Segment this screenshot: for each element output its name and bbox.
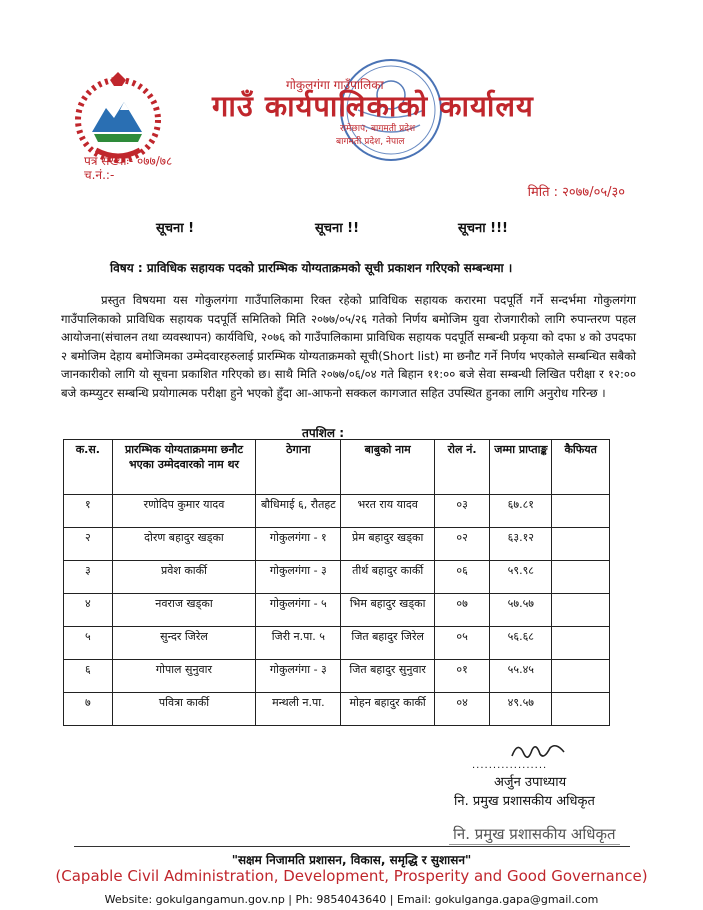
cell-address: जिरी न.पा. ५ [256, 627, 341, 660]
letter-number: पत्र संख्याः- ०७७/७८ [84, 154, 173, 168]
cell-total-marks: ५६.६८ [490, 627, 552, 660]
cell-total-marks: ४९.५७ [490, 693, 552, 726]
body-paragraph: प्रस्तुत विषयमा यस गोकुलगंगा गाउँपालिकामा रिक्त रहेको प्राविधिक सहायक करारमा पदपूर्ति गर्ने सन्दर्भमा गोकुलगंगा गाउँपालिकाको प्राविधिक सहायक पदपूर्ति समितिको मिति २०७७/०५/२६ गतेको निर्णय बमोजिम युवा रोजगारीको लागि रुपान्तरण पहल आयोजना(संचालन तथा व्यवस्थापन) कार्यविधि, २०७६ को गाउँपालिकामा प्राविधिक सहायक पदपूर्ति सम्बन्धी प्रकृया को दफा ४ को उपदफा २ बमोजिम देहाय बमोजिमका उम्मेदवारहरुलाई प्रारम्भिक योग्यताक्रमको सूची(Short list) मा छनौट गर्ने निर्णय भएकोले सम्बन्धित सबैको जानकारीको लागि यो सूचना प्रकाशित गरिएको छ। साथै मिति २०७७/०६/०४ गते बिहान ११:०० बजे सेवा सम्बन्धी लिखित परीक्षा र १२:०० बजे कम्प्युटर सम्बन्धि प्रयोगात्मक परीक्षा हुने भएको हुँदा आ-आफनो सक्कल कागजात सहित उपस्थित हुनका लागि अनुरोध गरिन्छ । [61, 293, 636, 400]
table-row [64, 594, 610, 627]
cell-serial: २ [64, 528, 113, 561]
col-header-serial: क.स. [64, 440, 113, 495]
cell-address: मन्थली न.पा. [256, 693, 341, 726]
cell-father-name: भरत राय यादव [341, 495, 434, 528]
table-row [64, 660, 610, 693]
cell-father-name: प्रेम बहादुर खड्का [341, 528, 434, 561]
cell-serial: ७ [64, 693, 113, 726]
cell-remarks [552, 693, 610, 726]
cell-roll-no: ०५ [434, 627, 489, 660]
office-title: गाउँ कार्यपालिकाको कार्यालय [212, 89, 534, 123]
subject-line: विषय : प्राविधिक सहायक पदको प्रारम्भिक योग्यताक्रमको सूची प्रकाशन गरिएको सम्बन्धमा । [110, 261, 513, 275]
col-header-address: ठेगाना [256, 440, 341, 495]
cell-address: गोकुलगंगा - १ [256, 528, 341, 561]
letter-date: मिति : २०७७/०५/३० [527, 185, 625, 200]
cell-serial: ४ [64, 594, 113, 627]
cell-father-name: जित बहादुर जिरेल [341, 627, 434, 660]
cell-remarks [552, 660, 610, 693]
table-heading: तपशिल : [302, 426, 345, 440]
cell-candidate-name: गोपाल सुनुवार [112, 660, 256, 693]
municipality-name: गोकुलगंगा गाउँपालिका [286, 78, 384, 92]
cell-candidate-name: रणोदिप कुमार यादव [112, 495, 256, 528]
cell-roll-no: ०१ [434, 660, 489, 693]
designation-stamp: नि. प्रमुख प्रशासकीय अधिकृत [449, 824, 620, 845]
nepal-emblem-logo [72, 72, 164, 164]
footer-contact: Website: gokulgangamun.gov.np | Ph: 9854043640 | Email: gokulganga.gapa@gmail.com [104, 893, 599, 906]
dispatch-number: च.नं.:- [84, 168, 115, 182]
cell-candidate-name: सुन्दर जिरेल [112, 627, 256, 660]
notice-heading-1: सूचना ! [156, 221, 195, 236]
col-header-father-name: बाबुको नाम [341, 440, 434, 495]
cell-serial: ६ [64, 660, 113, 693]
notice-body [61, 291, 636, 402]
cell-serial: ३ [64, 561, 113, 594]
table-row [64, 561, 610, 594]
cell-candidate-name: नवराज खड्का [112, 594, 256, 627]
footer-divider [74, 846, 630, 847]
cell-remarks [552, 594, 610, 627]
table-row [64, 627, 610, 660]
cell-remarks [552, 561, 610, 594]
table-row [64, 495, 610, 528]
notice-heading-2: सूचना !! [315, 221, 360, 236]
cell-roll-no: ०७ [434, 594, 489, 627]
signatory-name: अर्जुन उपाध्याय [494, 775, 567, 790]
cell-serial: ५ [64, 627, 113, 660]
cell-roll-no: ०६ [434, 561, 489, 594]
cell-roll-no: ०३ [434, 495, 489, 528]
cell-total-marks: ६३.१२ [490, 528, 552, 561]
footer-motto: "सक्षम निजामति प्रशासन, विकास, समृद्धि र सुशासन" [231, 853, 472, 867]
cell-total-marks: ५५.४५ [490, 660, 552, 693]
signature-line: .................. [472, 760, 548, 771]
cell-father-name: जित बहादुर सुनुवार [341, 660, 434, 693]
candidate-table [63, 439, 610, 726]
signatory-title: नि. प्रमुख प्रशासकीय अधिकृत [454, 794, 595, 809]
cell-roll-no: ०४ [434, 693, 489, 726]
cell-address: गोकुलगंगा - ३ [256, 561, 341, 594]
cell-roll-no: ०२ [434, 528, 489, 561]
table-header-row [64, 440, 610, 495]
footer-motto-english: (Capable Civil Administration, Development, Prosperity and Good Governance) [55, 867, 648, 885]
cell-father-name: मोहन बहादुर कार्की [341, 693, 434, 726]
cell-total-marks: ६७.८१ [490, 495, 552, 528]
col-header-total-marks: जम्मा प्राप्ताङ्क [490, 440, 552, 495]
col-header-candidate-name: प्रारम्भिक योग्यताक्रममा छनौट भएका उम्मेदवारको नाम थर [112, 440, 256, 495]
col-header-remarks: कैफियत [552, 440, 610, 495]
cell-candidate-name: प्रवेश कार्की [112, 561, 256, 594]
cell-serial: १ [64, 495, 113, 528]
cell-remarks [552, 495, 610, 528]
office-address-line2: बागमती प्रदेश, नेपाल [336, 137, 405, 147]
notice-heading-3: सूचना !!! [458, 221, 508, 236]
cell-father-name: तीर्थ बहादुर कार्की [341, 561, 434, 594]
table-row [64, 693, 610, 726]
table-row [64, 528, 610, 561]
cell-candidate-name: पवित्रा कार्की [112, 693, 256, 726]
cell-remarks [552, 528, 610, 561]
cell-address: गोकुलगंगा - ३ [256, 660, 341, 693]
cell-candidate-name: दोरण बहादुर खड्का [112, 528, 256, 561]
cell-total-marks: ५९.९८ [490, 561, 552, 594]
office-address-line1: रामेछाप, बागमती प्रदेश [340, 124, 416, 134]
col-header-roll-no: रोल नं. [434, 440, 489, 495]
cell-father-name: भिम बहादुर खड्का [341, 594, 434, 627]
cell-address: बौधिमाई ६, रौतहट [256, 495, 341, 528]
cell-address: गोकुलगंगा - ५ [256, 594, 341, 627]
cell-remarks [552, 627, 610, 660]
cell-total-marks: ५७.५७ [490, 594, 552, 627]
